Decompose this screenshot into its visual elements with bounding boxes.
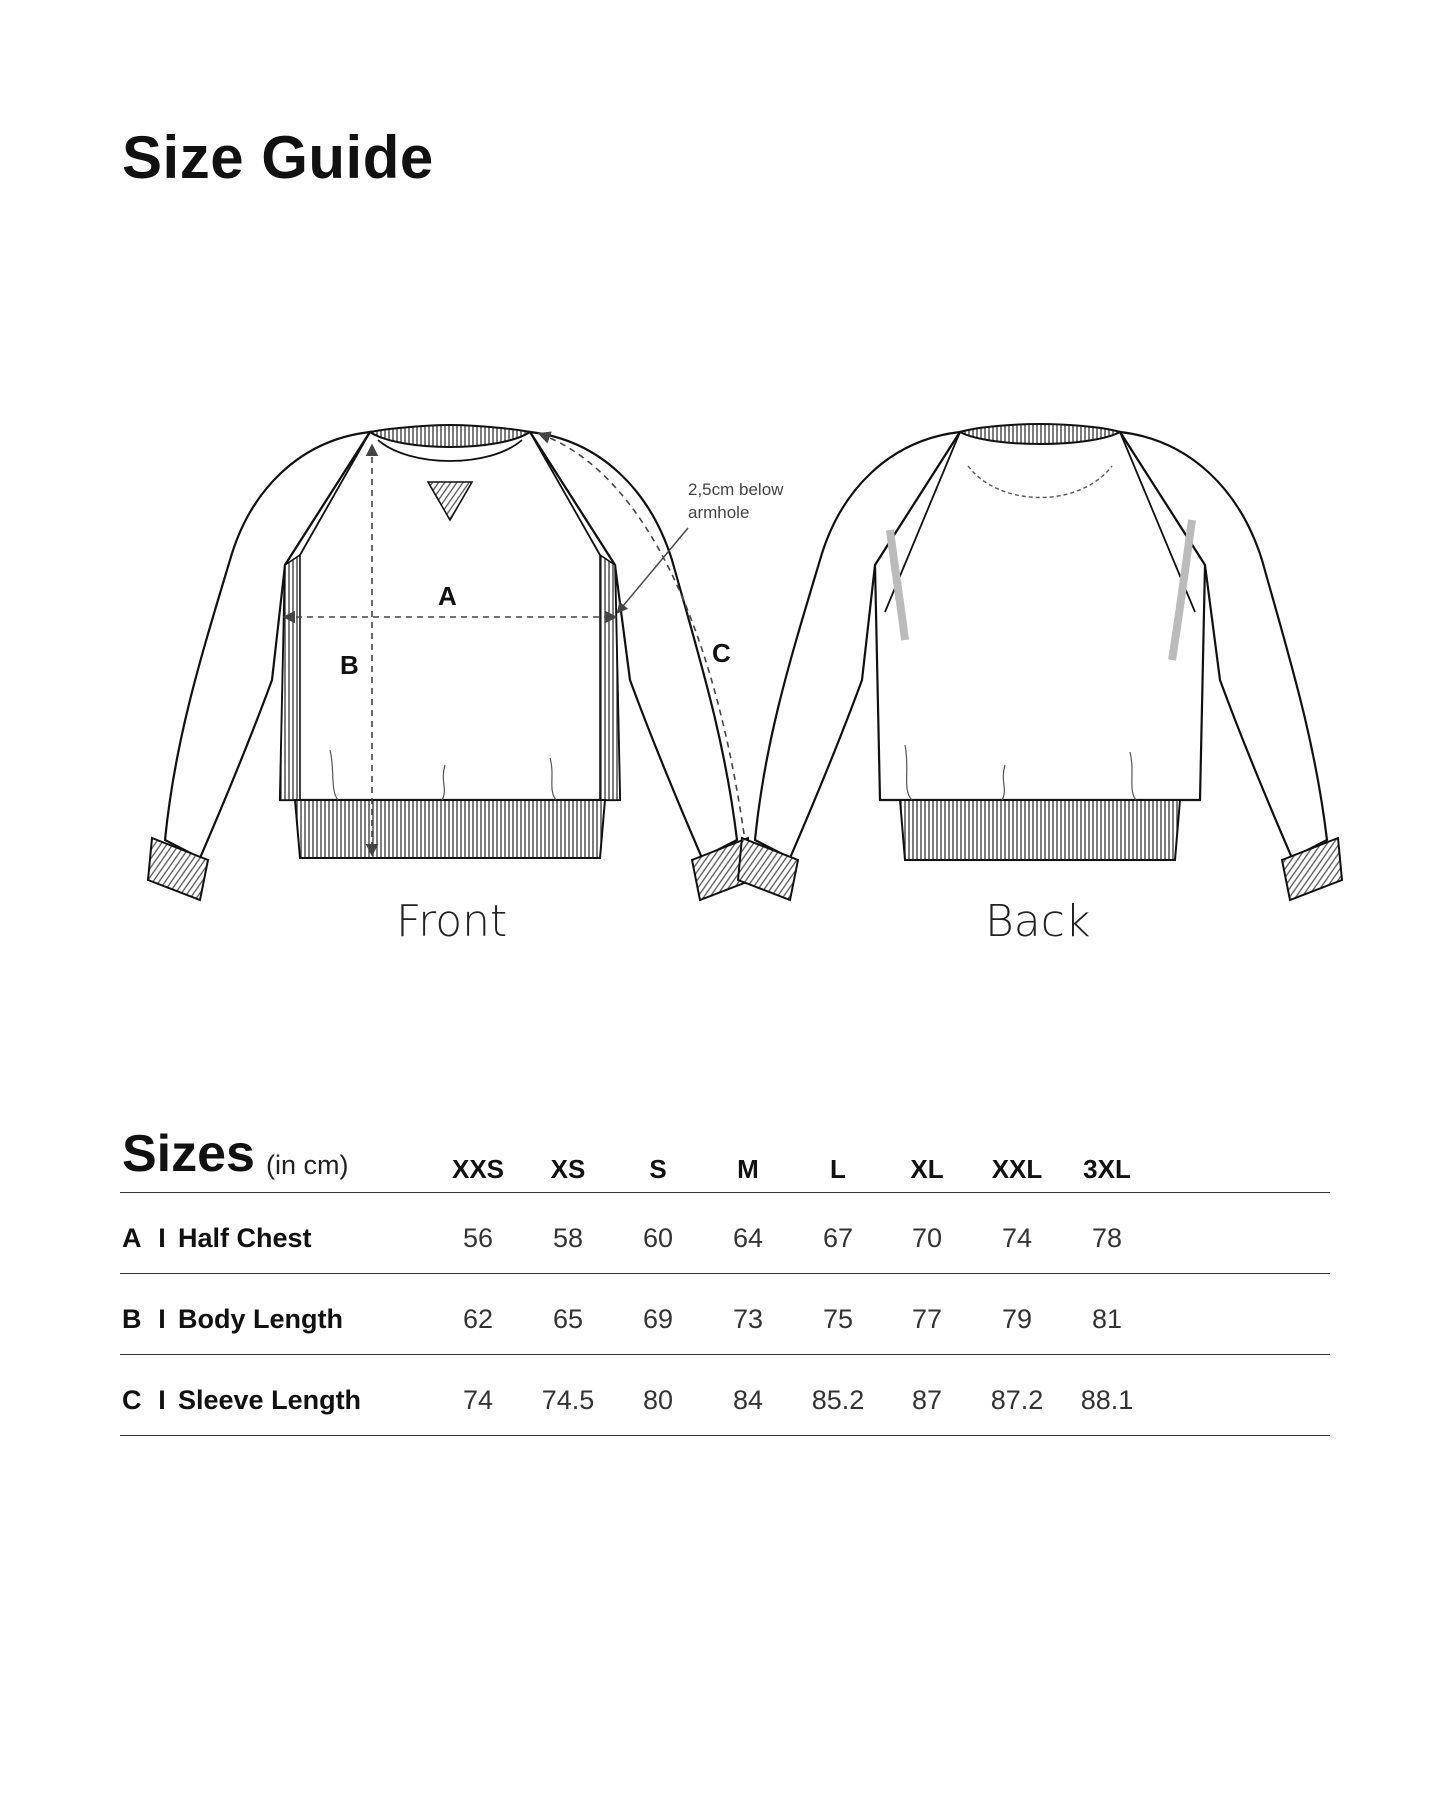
table-cell: 67 [822, 1223, 854, 1253]
row-separator: I [158, 1223, 166, 1253]
table-cell: 64 [732, 1223, 764, 1253]
page-title: Size Guide [122, 124, 434, 191]
row-name: Body Length [178, 1304, 343, 1334]
row-label [122, 1225, 312, 1252]
table-title: Sizes [122, 1125, 255, 1183]
table-unit: (in cm) [266, 1150, 349, 1180]
measure-letter-c: C [712, 638, 731, 668]
front-sweater [148, 425, 752, 900]
table-cell: 58 [552, 1223, 584, 1253]
table-row [120, 1193, 1330, 1274]
table-cell: 80 [642, 1385, 674, 1415]
table-cell: 84 [732, 1385, 764, 1415]
table-cell: 87.2 [990, 1385, 1044, 1415]
size-header: S [649, 1154, 667, 1184]
table-cell: 70 [911, 1223, 943, 1253]
row-label [122, 1306, 343, 1333]
table-cell: 88.1 [1080, 1385, 1134, 1415]
table-cell: 74.5 [541, 1385, 595, 1415]
size-header: XXS [451, 1154, 505, 1184]
table-cell: 74 [462, 1385, 494, 1415]
table-cell: 87 [911, 1385, 943, 1415]
front-label: Front [396, 896, 508, 947]
row-code: B [122, 1304, 142, 1334]
row-name: Sleeve Length [178, 1385, 362, 1415]
table-cell: 79 [1001, 1304, 1033, 1334]
table-cell: 56 [462, 1223, 494, 1253]
table-cell: 60 [642, 1223, 674, 1253]
row-label [122, 1387, 361, 1414]
table-cell: 77 [911, 1304, 943, 1334]
table-cell: 85.2 [811, 1385, 865, 1415]
size-header: XL [910, 1154, 944, 1184]
size-table [120, 1125, 1330, 1436]
table-cell: 74 [1001, 1223, 1033, 1253]
row-code: A [122, 1223, 142, 1253]
row-separator: I [158, 1385, 166, 1415]
row-name: Half Chest [178, 1223, 312, 1253]
table-cell: 78 [1091, 1223, 1123, 1253]
back-label: Back [985, 896, 1091, 947]
size-header: L [830, 1154, 846, 1184]
size-header: M [737, 1154, 759, 1184]
table-cell: 81 [1091, 1304, 1123, 1334]
armhole-note: 2,5cm below armhole [688, 480, 784, 522]
table-cell: 69 [642, 1304, 674, 1334]
table-header [120, 1125, 1330, 1193]
measure-letter-a: A [438, 581, 457, 611]
table-cell: 75 [822, 1304, 854, 1334]
table-cell: 62 [462, 1304, 494, 1334]
measure-letter-b: B [340, 650, 359, 680]
back-sweater [738, 424, 1342, 900]
size-header: XXL [991, 1154, 1043, 1184]
table-row [120, 1274, 1330, 1355]
row-separator: I [158, 1304, 166, 1334]
row-code: C [122, 1385, 142, 1415]
table-cell: 65 [552, 1304, 584, 1334]
table-row [120, 1355, 1330, 1436]
size-header: XS [550, 1154, 586, 1184]
table-cell: 73 [732, 1304, 764, 1334]
size-header: 3XL [1083, 1154, 1131, 1184]
